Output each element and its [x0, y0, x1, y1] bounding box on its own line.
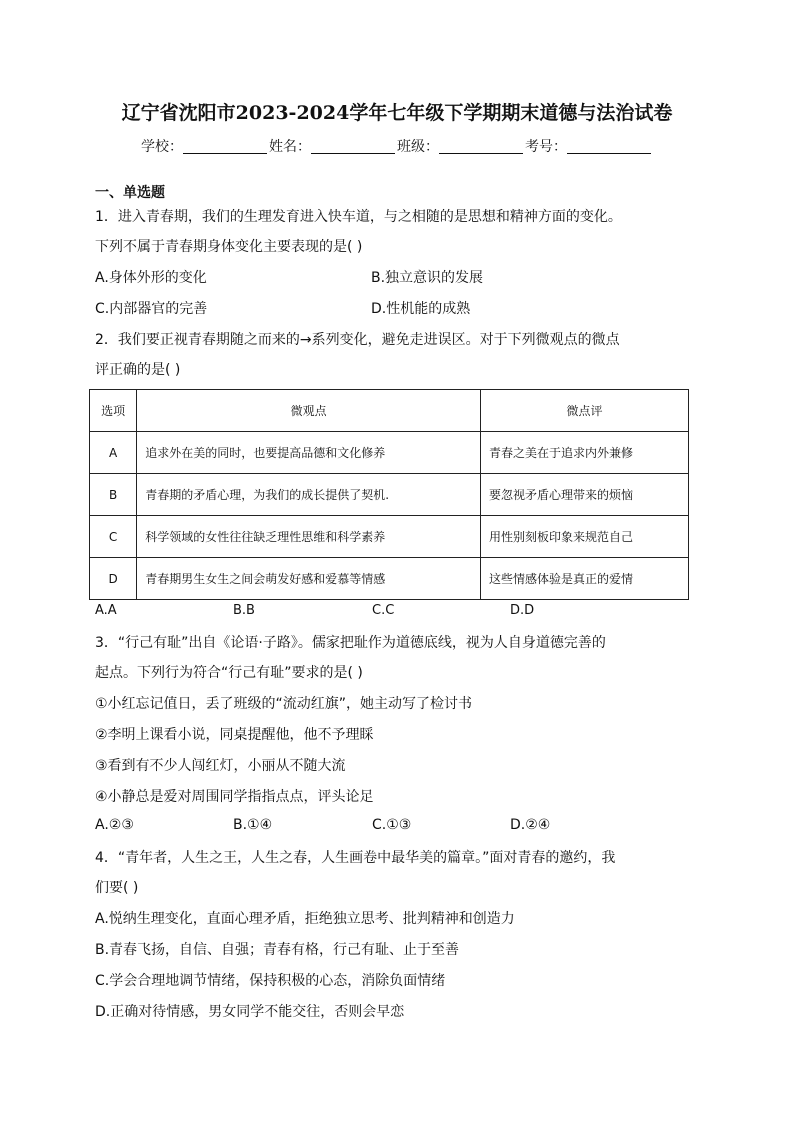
- table-cell-viewpoint: 追求外在美的同时，也要提高品德和文化修养: [137, 432, 481, 474]
- school-blank[interactable]: [183, 139, 267, 154]
- q2-stem-line1: 2．我们要正视青春期随之而来的→系列变化，避免走进误区。对于下列微观点的微点: [95, 332, 620, 348]
- name-blank[interactable]: [311, 139, 395, 154]
- table-cell-option: D: [90, 558, 137, 600]
- number-label: 考号：: [525, 139, 567, 155]
- table-row: [90, 432, 689, 474]
- table-header-row: [90, 390, 689, 432]
- table-cell-option: C: [90, 516, 137, 558]
- q2-option-c[interactable]: C.C: [372, 603, 395, 618]
- q3-item-1: ①小红忘记值日，丢了班级的“流动红旗”，她主动写了检讨书: [95, 696, 473, 712]
- table-cell-viewpoint: 科学领域的女性往往缺乏理性思维和科学素养: [137, 516, 481, 558]
- table-cell-viewpoint: 青春期的矛盾心理，为我们的成长提供了契机.: [137, 474, 481, 516]
- q2-option-a[interactable]: A.A: [95, 603, 117, 618]
- q3-item-2: ②李明上课看小说，同桌提醒他，他不予理睬: [95, 727, 374, 743]
- table-row: [90, 516, 689, 558]
- table-row: [90, 474, 689, 516]
- q4-option-d[interactable]: D.正确对待情感，男女同学不能交往，否则会早恋: [95, 1004, 405, 1020]
- q2-stem-line2: 评正确的是( ): [95, 362, 181, 378]
- name-label: 姓名：: [269, 139, 311, 155]
- q1-option-b[interactable]: B.独立意识的发展: [371, 270, 484, 286]
- q3-option-c[interactable]: C.①③: [372, 817, 412, 833]
- page-title: 辽宁省沈阳市2023-2024学年七年级下学期期末道德与法治试卷: [121, 102, 673, 124]
- q3-option-d[interactable]: D.②④: [510, 817, 551, 833]
- table-cell-comment: 要忽视矛盾心理带来的烦恼: [480, 474, 688, 516]
- q2-option-d[interactable]: D.D: [510, 603, 535, 618]
- table-cell-comment: 这些情感体验是真正的爱情: [480, 558, 688, 600]
- q1-stem-line1: 1．进入青春期，我们的生理发育进入快车道，与之相随的是思想和精神方面的变化。: [95, 209, 622, 225]
- q4-stem-line2: 们要( ): [95, 880, 139, 896]
- table-cell-viewpoint: 青春期男生女生之间会萌发好感和爱慕等情感: [137, 558, 481, 600]
- q3-stem-line2: 起点。下列行为符合“行己有耻”要求的是( ): [95, 665, 363, 681]
- class-label: 班级：: [397, 139, 439, 155]
- table-cell-comment: 青春之美在于追求内外兼修: [480, 432, 688, 474]
- q2-option-b[interactable]: B.B: [233, 603, 255, 618]
- q3-stem-line1: 3．“行己有耻”出自《论语·子路》。儒家把耻作为道德底线，视为人自身道德完善的: [95, 635, 606, 651]
- q4-option-a[interactable]: A.悦纳生理变化，直面心理矛盾，拒绝独立思考、批判精神和创造力: [95, 911, 515, 927]
- q3-option-b[interactable]: B.①④: [233, 817, 273, 833]
- number-blank[interactable]: [567, 139, 651, 154]
- table-header-option: 选项: [90, 390, 137, 432]
- q3-item-4: ④小静总是爱对周围同学指指点点，评头论足: [95, 789, 374, 805]
- school-label: 学校：: [141, 139, 183, 155]
- table-cell-comment: 用性别刻板印象来规范自己: [480, 516, 688, 558]
- q4-option-b[interactable]: B.青春飞扬，自信、自强；青春有格，行己有耻、止于至善: [95, 942, 460, 958]
- student-info-line: [0, 136, 794, 156]
- q3-item-3: ③看到有不少人闯红灯，小丽从不随大流: [95, 758, 346, 774]
- table-cell-option: B: [90, 474, 137, 516]
- q1-option-a[interactable]: A.身体外形的变化: [95, 270, 207, 286]
- q1-stem-line2: 下列不属于青春期身体变化主要表现的是( ): [95, 239, 363, 255]
- table-row: [90, 558, 689, 600]
- table-header-comment: 微点评: [480, 390, 688, 432]
- q4-stem-line1: 4．“青年者，人生之王，人生之春，人生画卷中最华美的篇章。”面对青春的邀约，我: [95, 850, 616, 866]
- q2-table: [89, 389, 689, 600]
- q1-option-c[interactable]: C.内部器官的完善: [95, 301, 208, 317]
- section-heading: 一、单选题: [95, 185, 165, 201]
- table-header-viewpoint: 微观点: [137, 390, 481, 432]
- q1-option-d[interactable]: D.性机能的成熟: [371, 301, 471, 317]
- q3-option-a[interactable]: A.②③: [95, 817, 134, 833]
- table-cell-option: A: [90, 432, 137, 474]
- class-blank[interactable]: [439, 139, 523, 154]
- q4-option-c[interactable]: C.学会合理地调节情绪，保持积极的心态，消除负面情绪: [95, 973, 446, 989]
